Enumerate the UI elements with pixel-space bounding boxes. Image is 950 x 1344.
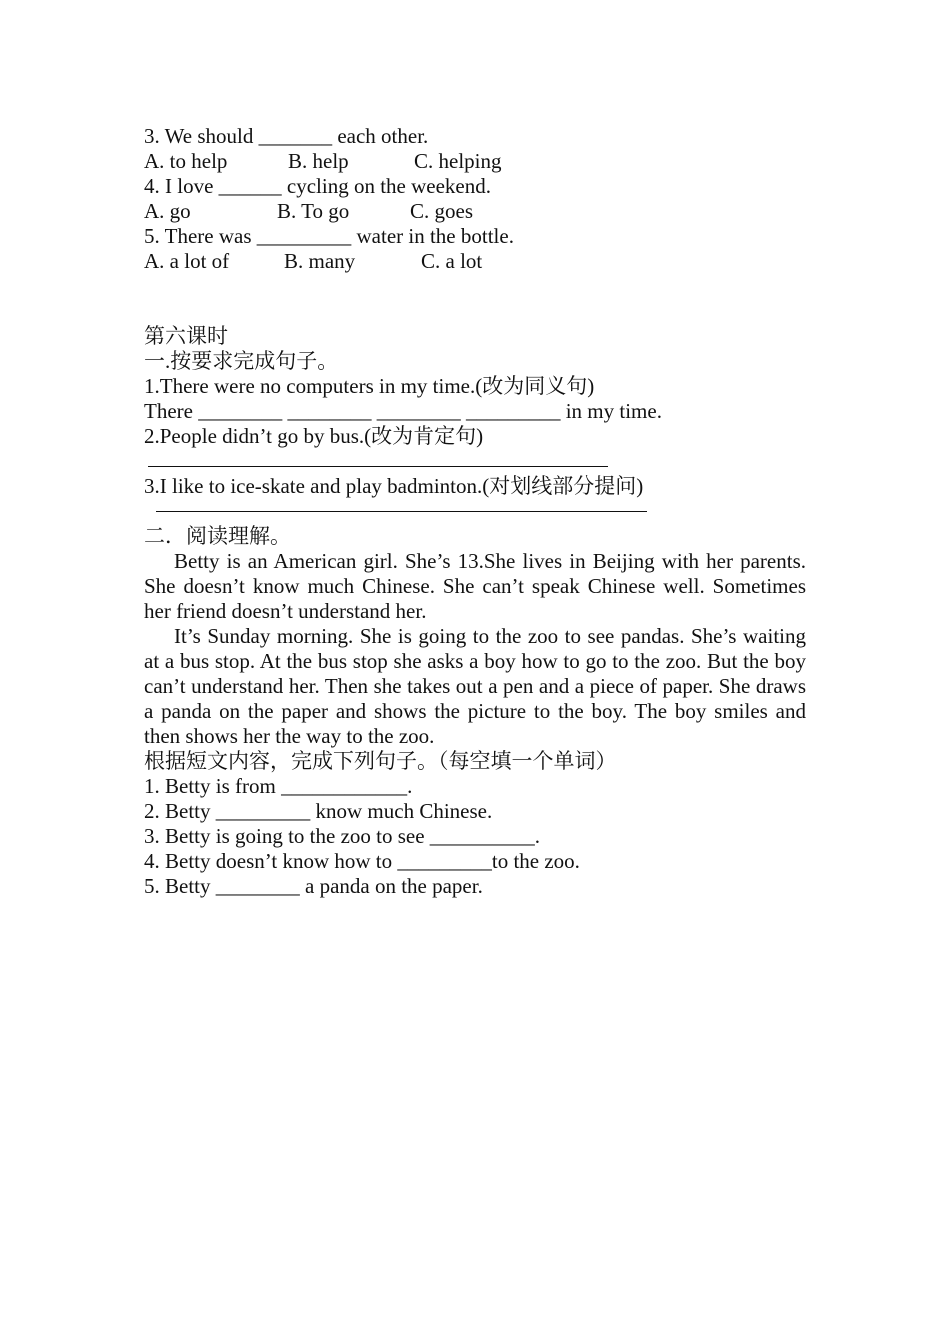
option-b: B. help [288,149,349,173]
lesson-title: 第六课时 [144,324,228,348]
option-c: C. helping [414,149,502,173]
reading-question: 4. Betty doesn’t know how to _________to the zoo. [144,849,580,873]
question-4-options [144,199,806,224]
reading-question: 3. Betty is going to the zoo to see __________. [144,824,541,848]
question-4-stem: 4. I love ______ cycling on the weekend. [144,174,491,198]
worksheet-content [144,124,806,899]
option-c: C. goes [410,199,473,223]
rewrite-item-3: 3.I like to ice-skate and play badminton.(对划线部分提问) [144,474,644,498]
question-3-options [144,149,806,174]
section-2-heading: 二．阅读理解。 [144,524,291,548]
option-b: B. To go [277,199,350,223]
question-5-stem: 5. There was _________ water in the bottle. [144,224,514,248]
answer-line [144,499,806,524]
question-3-stem: 3. We should _______ each other. [144,124,429,148]
rewrite-item-1-answer: There ________ ________ ________ _________ in my time. [144,399,662,423]
section-1-heading: 一.按要求完成句子。 [144,349,339,373]
rewrite-item-2: 2.People didn’t go by bus.(改为肯定句) [144,424,484,448]
reading-question: 2. Betty _________ know much Chinese. [144,799,493,823]
answer-line [144,449,806,474]
reading-paragraph-1: Betty is an American girl. She’s 13.She lives in Beijing with her parents. She doesn’t know much Chinese. She can’t speak Chinese well. Sometimes her friend doesn’t understand her. [144,549,806,623]
reading-question: 5. Betty ________ a panda on the paper. [144,874,483,898]
option-c: C. a lot [421,249,483,273]
reading-instruction: 根据短文内容，完成下列句子。（每空填一个单词） [144,749,617,773]
option-a: A. a lot of [144,249,230,273]
reading-paragraph-2: It’s Sunday morning. She is going to the zoo to see pandas. She’s waiting at a bus stop. At the bus stop she asks a boy how to go to the zoo. But the boy can’t understand her. Then she takes out a pen and a piece of paper. She draws a panda on the paper and shows the picture to the boy. The boy smiles and then shows her the way to the zoo. [144,624,806,748]
question-5-options [144,249,806,274]
option-a: A. to help [144,149,228,173]
option-b: B. many [284,249,356,273]
rewrite-item-1: 1.There were no computers in my time.(改为同义句) [144,374,595,398]
reading-question: 1. Betty is from ____________. [144,774,413,798]
option-a: A. go [144,199,191,223]
